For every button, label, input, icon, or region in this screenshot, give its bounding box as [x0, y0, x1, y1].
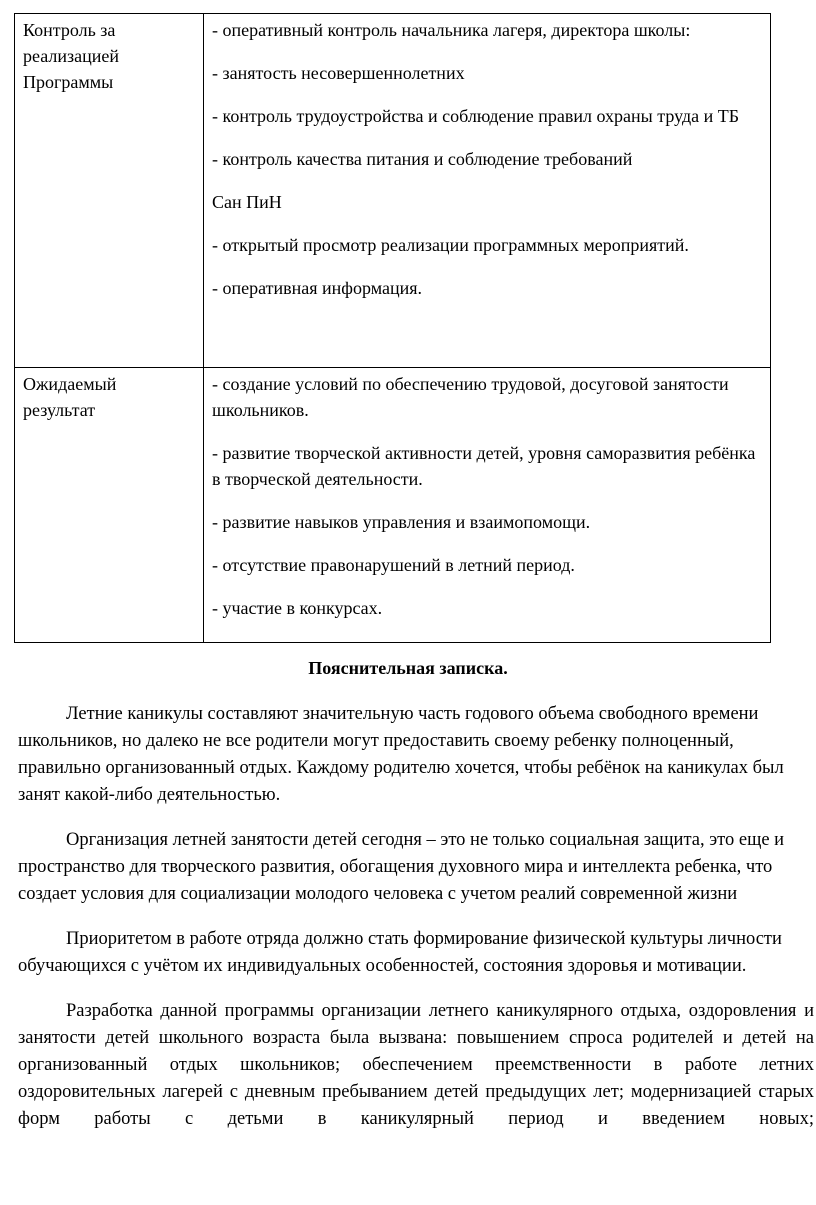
list-item: - оперативная информация.: [212, 278, 422, 298]
list-item: Сан ПиН: [212, 192, 282, 212]
explanatory-note-body: [18, 701, 814, 1151]
row-label-line: Программы: [23, 72, 114, 92]
table-row-control: [15, 14, 771, 368]
table-row-result: [15, 368, 771, 643]
row-label-line: результат: [23, 400, 96, 420]
row-label-cell: [15, 14, 204, 368]
paragraph: Летние каникулы составляют значительную часть годового объема свободного времени школьников, но далеко не все родители могут предоставить своему ребенку полноценный, правильно организованный отдых. Каждому родителю хочется, чтобы ребёнок на каникулах был занят какой-либо деятельностью.: [18, 704, 784, 805]
paragraph: Разработка данной программы организации летнего каникулярного отдыха, оздоровления и занятости детей школьного возраста была вызвана: повышением спроса родителей и детей на организованный отдых школьников; обеспечением преемственности в работе летних оздоровительных лагерей с дневным пребыванием детей предыдущих лет; модернизацией старых форм работы с детьми в каникулярный период и введением новых;: [18, 1001, 814, 1129]
section-title: Пояснительная записка.: [308, 658, 508, 678]
row-label-line: реализацией: [23, 46, 119, 66]
list-item: - открытый просмотр реализации программных мероприятий.: [212, 235, 689, 255]
paragraph: Организация летней занятости детей сегодня – это не только социальная защита, это еще и пространство для творческого развития, обогащения духовного мира и интеллекта ребенка, что создает условия для социализации молодого человека с учетом реалий современной жизни: [18, 830, 785, 904]
row-content-cell: [204, 14, 771, 368]
list-item: - контроль качества питания и соблюдение требований: [212, 149, 633, 169]
list-item: - оперативный контроль начальника лагеря, директора школы:: [212, 20, 691, 40]
row-label-cell: [15, 368, 204, 643]
row-content-cell: [204, 368, 771, 643]
list-item: - развитие творческой активности детей, уровня саморазвития ребёнка в творческой деятельности.: [212, 443, 756, 489]
list-item: - отсутствие правонарушений в летний период.: [212, 555, 575, 575]
list-item: - контроль трудоустройства и соблюдение правил охраны труда и ТБ: [212, 106, 740, 126]
list-item: - развитие навыков управления и взаимопомощи.: [212, 512, 591, 532]
list-item: - участие в конкурсах.: [212, 598, 383, 618]
program-table: [14, 13, 771, 643]
list-item: - создание условий по обеспечению трудовой, досуговой занятости школьников.: [212, 374, 729, 420]
row-label-line: Ожидаемый: [23, 374, 117, 394]
row-label-line: Контроль за: [23, 20, 116, 40]
list-item: - занятость несовершеннолетних: [212, 63, 465, 83]
paragraph: Приоритетом в работе отряда должно стать формирование физической культуры личности обучающихся с учётом их индивидуальных особенностей, состояния здоровья и мотивации.: [18, 929, 782, 976]
